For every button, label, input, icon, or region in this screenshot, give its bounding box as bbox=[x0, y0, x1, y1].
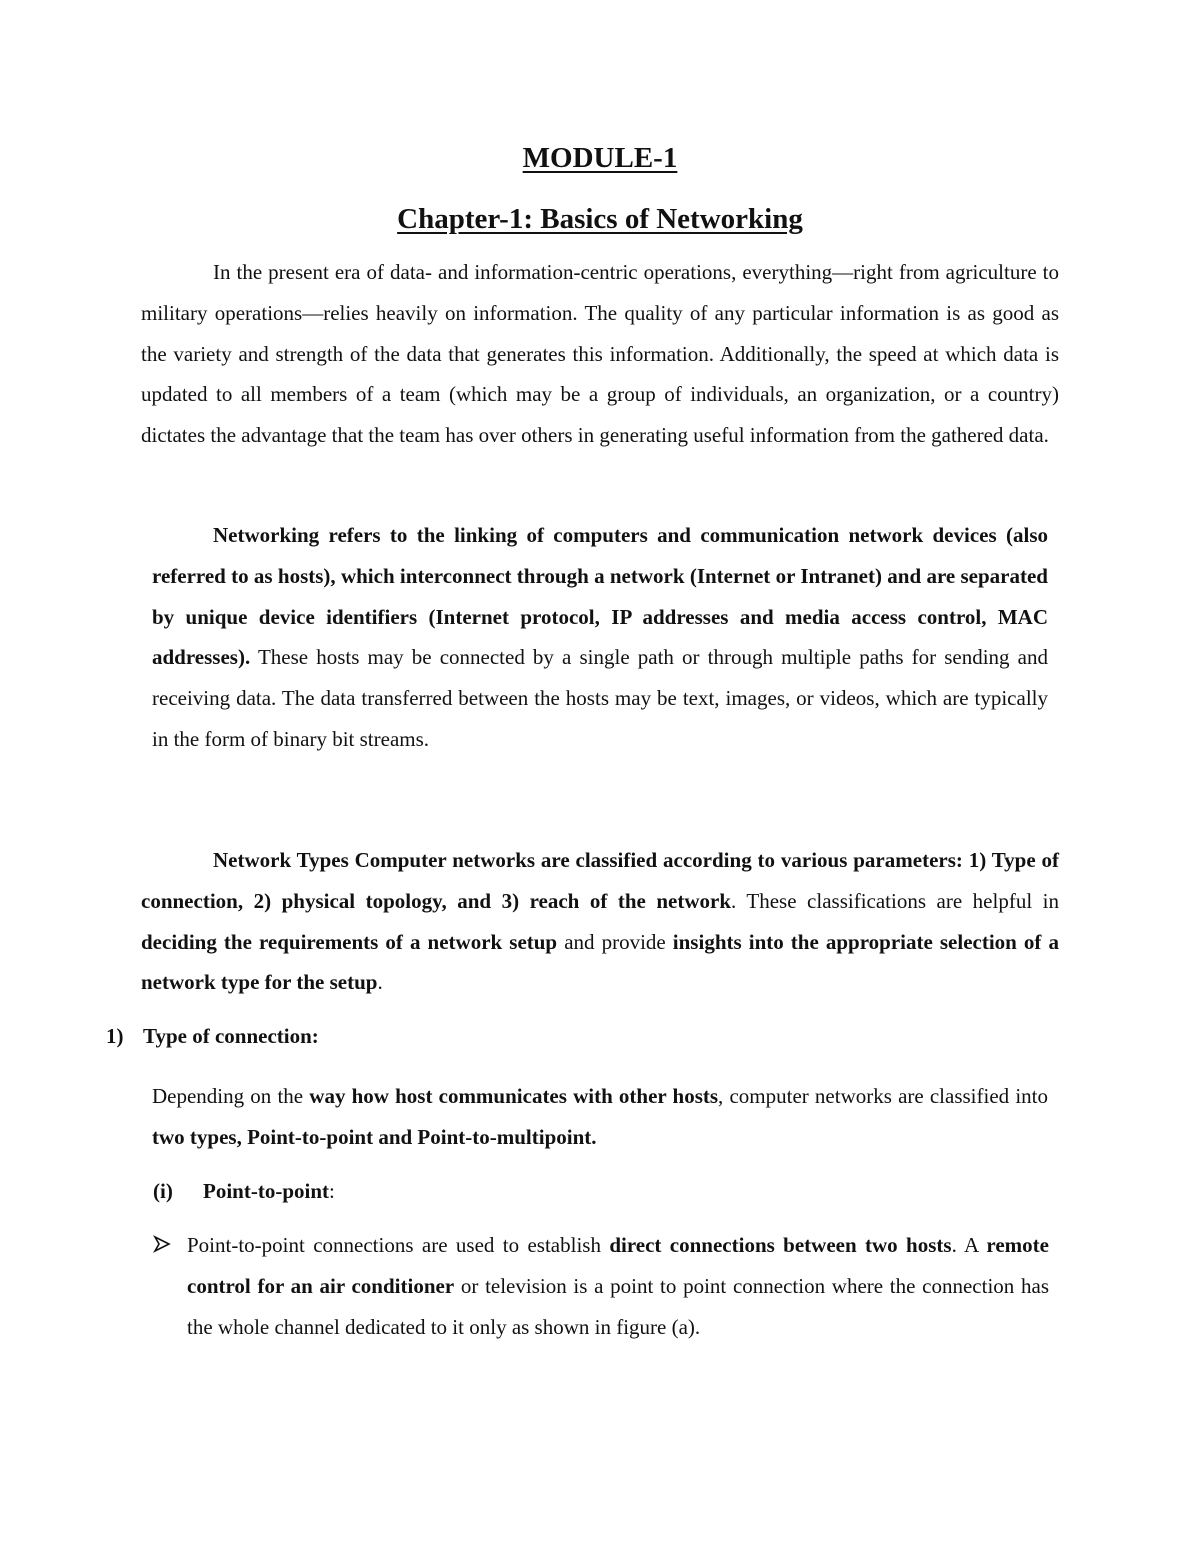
connection-emphasis: way how host communicates with other hosts bbox=[309, 1084, 719, 1108]
chapter-title: Chapter-1: Basics of Networking bbox=[397, 203, 803, 235]
subsection-suffix: : bbox=[329, 1179, 335, 1203]
networking-description: These hosts may be connected by a single path or through multiple paths for sending and receiving data. The data transferred between the hosts may be text, images, or videos, which are typically in the form of binary bit streams. bbox=[152, 645, 1048, 751]
subsection-title: Point-to-point bbox=[203, 1179, 329, 1203]
bullet-emphasis: direct connections between two hosts bbox=[609, 1233, 952, 1257]
connection-text: Depending on the bbox=[152, 1084, 310, 1108]
network-types-paragraph bbox=[141, 840, 1059, 1003]
bullet-plain-text: . A bbox=[951, 1233, 987, 1257]
intro-paragraph: In the present era of data- and information-centric operations, everything—right from agriculture to military operations—relies heavily on information. The quality of any particular information is as good as the variety and strength of the data that generates this information. Additionally, the speed at which data is updated to all members of a team (which may be a group of individuals, an organization, or a country) dictates the advantage that the team has over others in generating useful information from the gathered data. bbox=[141, 260, 1059, 448]
connection-types-paragraph bbox=[152, 1076, 1048, 1158]
arrowhead-bullet-icon bbox=[153, 1235, 171, 1253]
network-types-emphasis: insights into the appropriate selection of a network type for the setup bbox=[141, 929, 1059, 995]
module-title: MODULE-1 bbox=[522, 142, 678, 174]
network-types-lead: Network Types Computer networks are classified according to various parameters: 1) Type of connection, 2) physical topology, and 3) reach of the network bbox=[141, 848, 1059, 913]
network-types-text: and provide bbox=[557, 929, 673, 954]
bullet-text bbox=[187, 1225, 1049, 1347]
bullet-plain-text: or television is a point to point connection where the connection has the whole channel dedicated to it only as shown in figure (a). bbox=[187, 1273, 1049, 1339]
bullet-plain-text: Point-to-point connections are used to establish bbox=[187, 1233, 610, 1257]
section-heading-type-of-connection bbox=[106, 1024, 319, 1049]
network-types-text: . bbox=[377, 970, 383, 995]
network-types-emphasis: deciding the requirements of a network setup bbox=[141, 929, 558, 954]
network-types-text: . These classifications are helpful in bbox=[731, 888, 1060, 913]
subsection-heading-point-to-point bbox=[153, 1179, 335, 1204]
connection-emphasis: two types, Point-to-point and Point-to-multipoint. bbox=[152, 1124, 597, 1149]
networking-paragraph bbox=[152, 515, 1048, 760]
section-number: 1) bbox=[106, 1024, 124, 1048]
section-title: Type of connection: bbox=[143, 1024, 319, 1048]
connection-text: , computer networks are classified into bbox=[718, 1084, 1048, 1108]
networking-definition: Networking refers to the linking of computers and communication network devices (also referred to as hosts), which interconnect through a network (Internet or Intranet) and are separated by unique device identifiers (Internet protocol, IP addresses and media access control, MAC addresses). bbox=[152, 523, 1048, 670]
subsection-number: (i) bbox=[153, 1179, 173, 1203]
bullet-emphasis: remote control for an air conditioner bbox=[187, 1233, 1049, 1298]
